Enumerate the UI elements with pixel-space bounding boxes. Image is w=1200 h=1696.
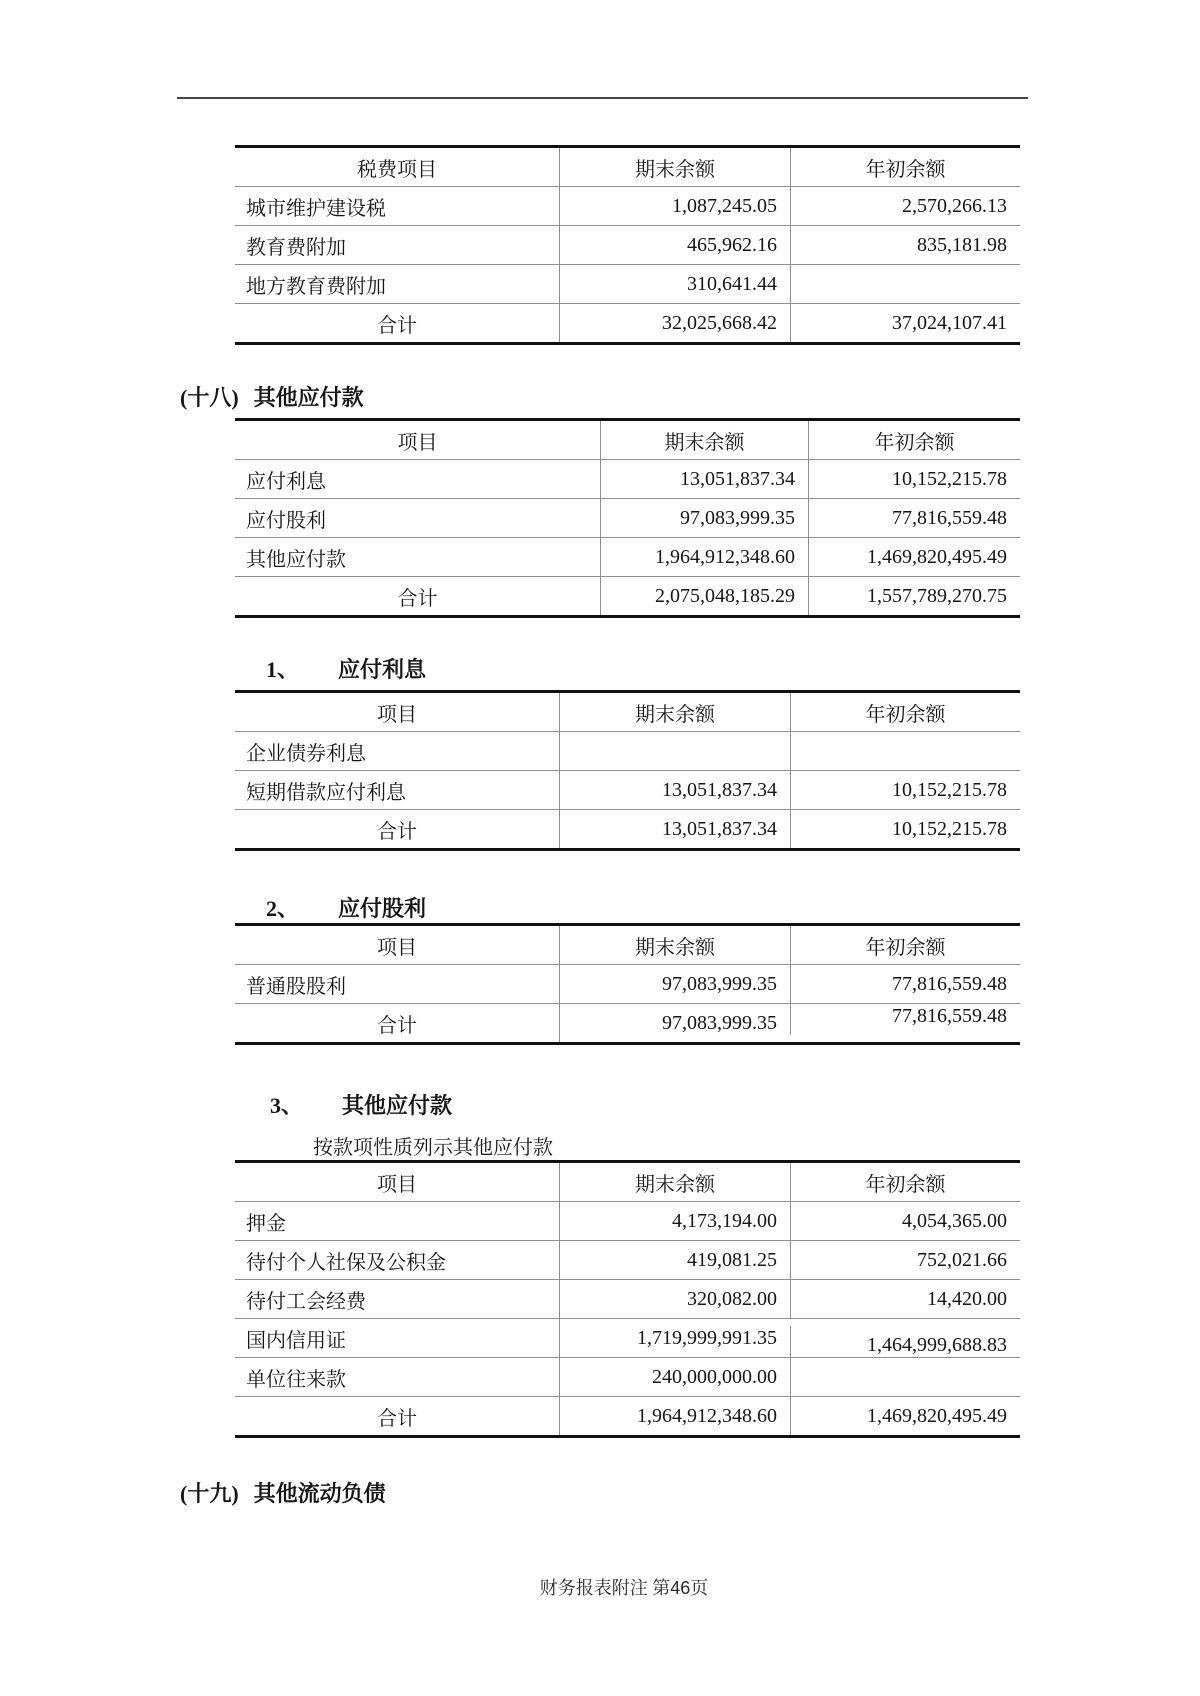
- section-number: (十九): [180, 1481, 239, 1506]
- ending-balance-value: 310,641.44: [559, 265, 790, 303]
- column-header-item: 项目: [377, 1173, 417, 1196]
- ending-balance-value: 4,173,194.00: [559, 1202, 790, 1240]
- beginning-balance-total: 77,816,559.48: [790, 997, 1020, 1035]
- row-label: 企业债券利息: [246, 742, 366, 765]
- subsection-heading-interest-payable: [266, 658, 426, 682]
- other-payables-detail-table: [235, 1160, 1020, 1438]
- row-label: 国内信用证: [246, 1329, 346, 1352]
- section-number: (十八): [180, 385, 239, 410]
- beginning-balance-value: 1,469,820,495.49: [808, 538, 1020, 576]
- column-header-item: 税费项目: [357, 158, 437, 181]
- row-label: 地方教育费附加: [246, 275, 386, 298]
- beginning-balance-value: 77,816,559.48: [808, 499, 1020, 537]
- table-row: [235, 187, 1020, 226]
- row-label: 教育费附加: [246, 236, 346, 259]
- beginning-balance-value: 4,054,365.00: [790, 1202, 1020, 1240]
- total-row: [235, 810, 1020, 848]
- beginning-balance-value: [790, 732, 1020, 770]
- column-header-ending-balance: 期末余额: [559, 1163, 790, 1201]
- total-row: [235, 1397, 1020, 1435]
- total-label: 合计: [377, 1407, 417, 1430]
- page-footer: [24, 1574, 1200, 1600]
- ending-balance-value: 419,081.25: [559, 1241, 790, 1279]
- subsection-number: 3、: [270, 1093, 304, 1118]
- row-label: 其他应付款: [246, 548, 346, 571]
- ending-balance-total: 1,964,912,348.60: [559, 1397, 790, 1435]
- row-label: 单位往来款: [246, 1368, 346, 1391]
- beginning-balance-value: 10,152,215.78: [808, 460, 1020, 498]
- table-header-row: [235, 1163, 1020, 1202]
- dividends-payable-table: [235, 923, 1020, 1045]
- section-title: 其他应付款: [253, 385, 364, 410]
- footer-text: 财务报表附注 第: [539, 1578, 671, 1598]
- table-row: [235, 226, 1020, 265]
- ending-balance-value: 1,964,912,348.60: [600, 538, 808, 576]
- column-header-beginning-balance: 年初余额: [790, 148, 1020, 186]
- ending-balance-total: 97,083,999.35: [559, 1004, 790, 1042]
- ending-balance-value: 320,082.00: [559, 1280, 790, 1318]
- beginning-balance-total: 1,469,820,495.49: [790, 1397, 1020, 1435]
- beginning-balance-value: 752,021.66: [790, 1241, 1020, 1279]
- ending-balance-total: 13,051,837.34: [559, 810, 790, 848]
- subsection-title: 其他应付款: [342, 1093, 453, 1118]
- ending-balance-value: 465,962.16: [559, 226, 790, 264]
- row-label: 待付个人社保及公积金: [246, 1251, 446, 1274]
- total-row: [235, 577, 1020, 615]
- table-header-row: [235, 926, 1020, 965]
- ending-balance-total: 32,025,668.42: [559, 304, 790, 342]
- beginning-balance-total: 37,024,107.41: [790, 304, 1020, 342]
- ending-balance-value: 97,083,999.35: [600, 499, 808, 537]
- column-header-item: 项目: [397, 431, 438, 454]
- table-row: [235, 538, 1020, 577]
- section-heading-other-payables: [180, 386, 364, 410]
- row-label: 普通股股利: [246, 975, 346, 998]
- column-header-ending-balance: 期末余额: [559, 693, 790, 731]
- subsection-heading-other-payables-detail: [270, 1094, 452, 1118]
- row-label: 应付股利: [246, 509, 326, 532]
- ending-balance-value: [559, 732, 790, 770]
- subsection-heading-dividends-payable: [266, 897, 426, 921]
- table-row: [235, 771, 1020, 810]
- table-row: [235, 1241, 1020, 1280]
- ending-balance-value: 1,087,245.05: [559, 187, 790, 225]
- section-title: 其他流动负债: [253, 1481, 386, 1506]
- row-label: 城市维护建设税: [246, 197, 386, 220]
- section-heading-other-current-liabilities: [180, 1482, 386, 1506]
- beginning-balance-total: 1,557,789,270.75: [808, 577, 1020, 615]
- row-label: 押金: [246, 1212, 286, 1235]
- column-header-item: 项目: [377, 936, 417, 959]
- total-label: 合计: [377, 314, 417, 337]
- column-header-ending-balance: 期末余额: [559, 148, 790, 186]
- table-row: [235, 460, 1020, 499]
- table-row: [235, 1319, 1020, 1358]
- row-label: 短期借款应付利息: [246, 781, 406, 804]
- row-label: 应付利息: [246, 470, 326, 493]
- beginning-balance-value: 1,464,999,688.83: [790, 1326, 1020, 1364]
- table-row: [235, 265, 1020, 304]
- total-label: 合计: [377, 1014, 417, 1037]
- total-row: [235, 304, 1020, 342]
- ending-balance-value: 13,051,837.34: [559, 771, 790, 809]
- footer-text: 页: [690, 1578, 709, 1598]
- page-number: 46: [670, 1578, 691, 1598]
- table-row: [235, 1280, 1020, 1319]
- ending-balance-value: 97,083,999.35: [559, 965, 790, 1003]
- column-header-beginning-balance: 年初余额: [790, 693, 1020, 731]
- subsection-title: 应付利息: [338, 657, 427, 682]
- total-row: [235, 1004, 1020, 1042]
- ending-balance-value: 1,719,999,991.35: [559, 1319, 790, 1357]
- column-header-beginning-balance: 年初余额: [808, 421, 1020, 459]
- ending-balance-total: 2,075,048,185.29: [600, 577, 808, 615]
- subsection-title: 应付股利: [338, 896, 427, 921]
- beginning-balance-value: 835,181.98: [790, 226, 1020, 264]
- other-payables-table: [235, 418, 1020, 618]
- subsection-number: 2、: [266, 896, 300, 921]
- interest-payable-table: [235, 690, 1020, 851]
- table-row: [235, 732, 1020, 771]
- total-label: 合计: [397, 587, 438, 610]
- page-header-rule: [177, 97, 1028, 99]
- table-header-row: [235, 421, 1020, 460]
- table-row: [235, 1202, 1020, 1241]
- table-note: 按款项性质列示其他应付款: [313, 1137, 553, 1159]
- tax-items-table: [235, 145, 1020, 345]
- beginning-balance-total: 10,152,215.78: [790, 810, 1020, 848]
- column-header-ending-balance: 期末余额: [600, 421, 808, 459]
- beginning-balance-value: 10,152,215.78: [790, 771, 1020, 809]
- column-header-ending-balance: 期末余额: [559, 926, 790, 964]
- column-header-item: 项目: [377, 703, 417, 726]
- total-label: 合计: [377, 820, 417, 843]
- beginning-balance-value: [790, 265, 1020, 303]
- subsection-number: 1、: [266, 657, 300, 682]
- beginning-balance-value: 2,570,266.13: [790, 187, 1020, 225]
- ending-balance-value: 13,051,837.34: [600, 460, 808, 498]
- table-header-row: [235, 148, 1020, 187]
- beginning-balance-value: 77,816,559.48: [790, 965, 1020, 1003]
- beginning-balance-value: 14,420.00: [790, 1280, 1020, 1318]
- row-label: 待付工会经费: [246, 1290, 366, 1313]
- table-row: [235, 499, 1020, 538]
- ending-balance-value: 240,000,000.00: [559, 1358, 790, 1396]
- column-header-beginning-balance: 年初余额: [790, 1163, 1020, 1201]
- table-header-row: [235, 693, 1020, 732]
- column-header-beginning-balance: 年初余额: [790, 926, 1020, 964]
